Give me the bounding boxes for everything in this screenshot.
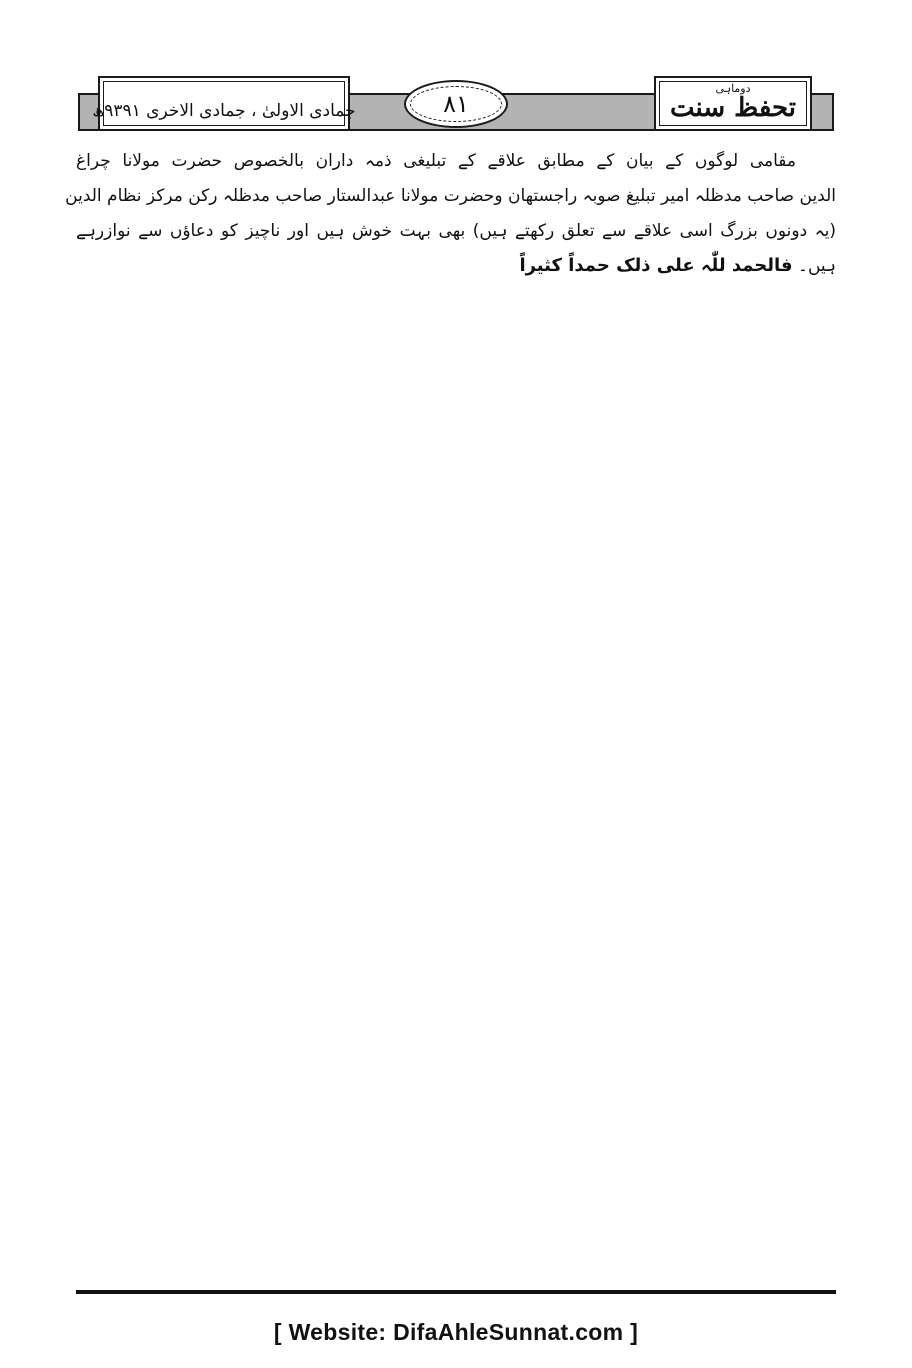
body-line-2: الدین صاحب مدظلہ امیر تبلیغ صوبہ راجستھان وحضرت مولانا عبدالستار صاحب مدظلہ رکن مرکز نظام الدین	[65, 186, 836, 206]
magazine-title: تحفظ سنت	[669, 93, 797, 123]
issue-date: جمادی الاولیٰ ، جمادی الاخری ۹۳۹۱ھ	[92, 101, 356, 121]
article-body	[65, 150, 836, 290]
magazine-supertitle: دوماہی	[715, 82, 751, 95]
page-number-badge	[404, 80, 508, 128]
website-footer: [ Website: DifaAhleSunnat.com ]	[273, 1319, 639, 1345]
body-line-3: (یہ دونوں بزرگ اسی علاقے سے تعلق رکھتے ہیں) بھی بہت خوش ہیں اور ناچیز کو دعاؤں سے نوازرہے	[76, 221, 836, 241]
magazine-title-frame	[659, 81, 807, 126]
footer-divider	[76, 1290, 836, 1294]
body-line-4	[76, 255, 836, 290]
issue-date-frame	[92, 81, 356, 126]
issue-date-box	[92, 76, 356, 131]
body-line-1: مقامی لوگوں کے بیان کے مطابق علاقے کے تبلیغی ذمہ داران بالخصوص حضرت مولانا چراغ	[76, 151, 796, 171]
magazine-title-box	[654, 76, 812, 131]
closing-dua: فالحمد للّٰہ علی ذلک حمداً کثیراً	[519, 255, 793, 276]
page-number: ۸۱	[443, 90, 469, 118]
body-line-4-start: ہیں۔	[798, 256, 836, 276]
